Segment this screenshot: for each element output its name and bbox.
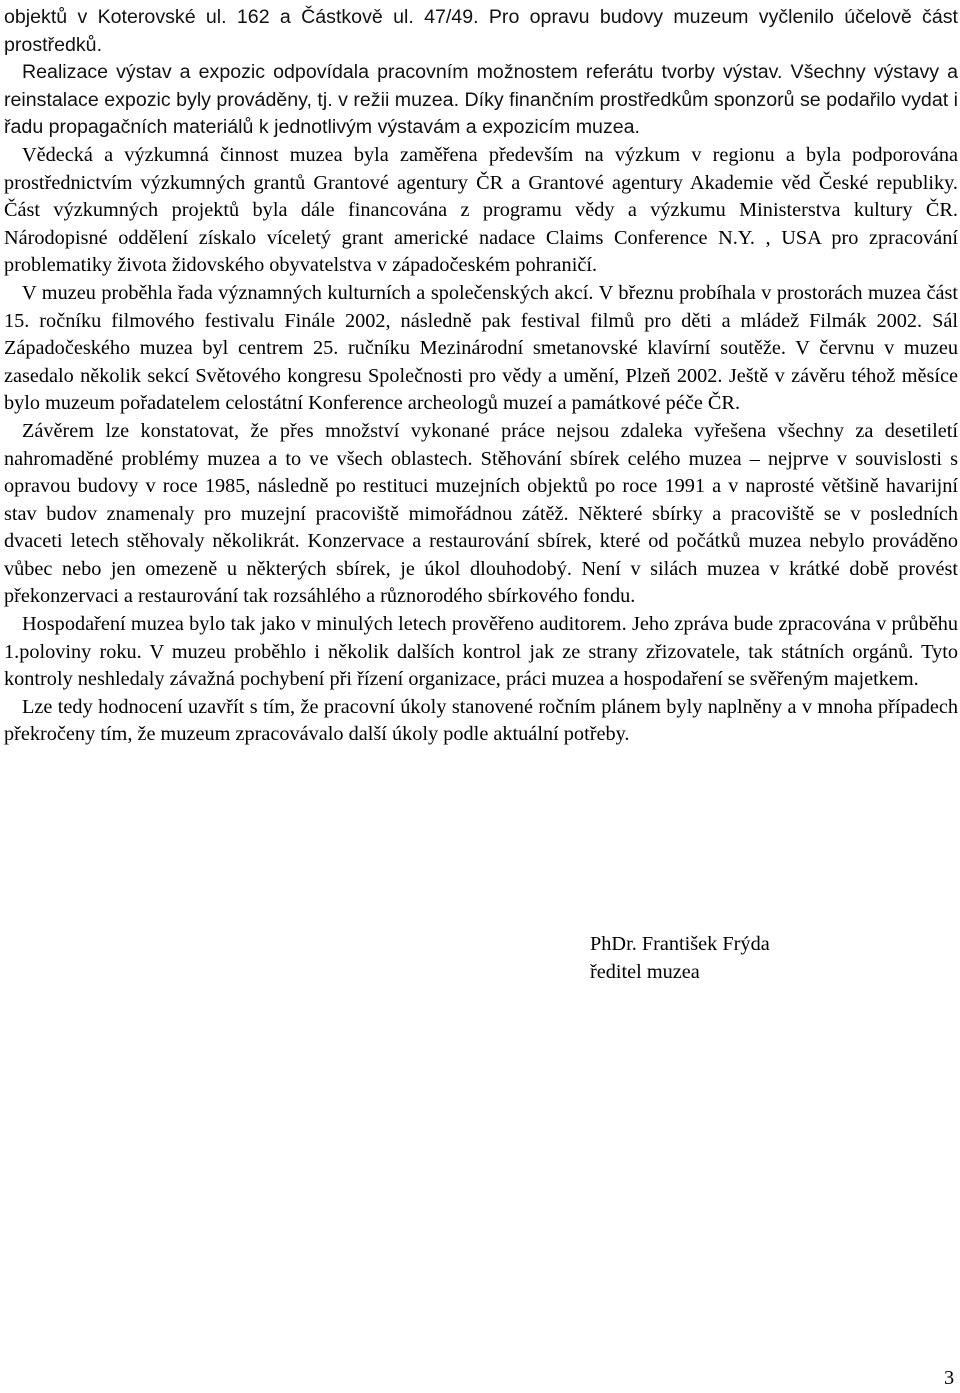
- document-page: [4, 4, 958, 749]
- signature-role: ředitel muzea: [590, 961, 700, 983]
- paragraph-exhibitions: Realizace výstav a expozic odpovídala pracovním možnostem referátu tvorby výstav. Všechny výstavy a reinstalace expozic byly prováděny, tj. v režii muzea. Díky finančním prostředkům sponzorů se podařilo vydat i řadu propagačních materiálů k jednotlivým výstavám a expozicím muzea.: [4, 61, 958, 139]
- paragraph-conclusion: Závěrem lze konstatovat, že přes množství vykonané práce nejsou zdaleka vyřešena všechny za desetiletí nahromaděné problémy muzea a to ve všech oblastech. Stěhování sbírek celého muzea – nejprve v souvislosti s opravou budovy v roce 1985, následně po restituci muzejních objektů po roce 1991 a v naprosté většině havarijní stav budov znamenaly pro muzejní pracoviště mimořádnou zátěž. Některé sbírky a pracoviště se v posledních dvaceti letech stěhovaly několikrát. Konzervace a restaurování sbírek, které od počátků muzea nebylo prováděno vůbec nebo jen omezeně u některých sbírek, je úkol dlouhodobý. Není v silách muzea v krátké době provést překonzervaci a restaurování tak rozsáhlého a různorodého sbírkového fondu.: [4, 419, 958, 608]
- paragraph-research: Vědecká a výzkumná činnost muzea byla zaměřena především na výzkum v regionu a byla podporována prostřednictvím výzkumných grantů Grantové agentury ČR a Grantové agentury Akademie věd České republiky. Část výzkumných projektů byla dále financována z programu vědy a výzkumu Ministerstva kultury ČR. Národopisné oddělení získalo víceletý grant americké nadace Claims Conference N.Y. , USA pro zpracování problematiky života židovského obyvatelstva v západočeském pohraničí.: [4, 143, 958, 277]
- paragraph-building-repair: objektů v Koterovské ul. 162 a Částkově ul. 47/49. Pro opravu budovy muzeum vyčlenilo účelově část prostředků.: [4, 6, 958, 56]
- signature-block: [590, 930, 770, 986]
- paragraph-summary: Lze tedy hodnocení uzavřít s tím, že pracovní úkoly stanovené ročním plánem byly naplněny a v mnoha případech překročeny tím, že muzeum zpracovávalo další úkoly podle aktuální potřeby.: [4, 695, 958, 746]
- signature-name: PhDr. František Frýda: [590, 933, 770, 955]
- page-number: 3: [944, 1367, 955, 1389]
- paragraph-audit: Hospodaření muzea bylo tak jako v minulých letech prověřeno auditorem. Jeho zpráva bude zpracována v průběhu 1.poloviny roku. V muzeu proběhlo i několik dalších kontrol jak ze strany zřizovatele, tak státních orgánů. Tyto kontroly neshledaly závažná pochybení při řízení organizace, práci muzea a hospodaření se svěřeným majetkem.: [4, 613, 958, 691]
- paragraph-cultural-events: V muzeu proběhla řada významných kulturních a společenských akcí. V březnu probíhala v prostorách muzea část 15. ročníku filmového festivalu Finále 2002, následně pak festival filmů pro děti a mládež Filmák 2002. Sál Západočeského muzea byl centrem 25. ručníku Mezinárodní smetanovské klavírní soutěže. V červnu v muzeu zasedalo několik sekcí Světového kongresu Společnosti pro vědy a umění, Plzeň 2002. Ještě v závěru téhož měsíce bylo muzeum pořadatelem celostátní Konference archeologů muzeí a památkové péče ČR.: [4, 281, 958, 415]
